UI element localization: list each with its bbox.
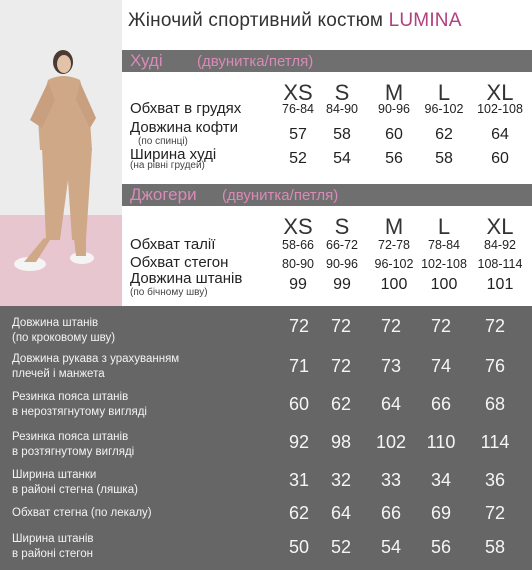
hoodie-row-note: (по спинці) xyxy=(138,136,188,147)
hoodie-size-xl: XL xyxy=(486,80,514,105)
hoodie-cell: 102-108 xyxy=(477,102,523,116)
joggers-row-label: Обхват талії xyxy=(130,236,216,253)
hoodie-cell: 56 xyxy=(385,150,403,167)
joggers-size-xl: XL xyxy=(486,214,514,239)
joggers-row-label: Обхват стегон xyxy=(130,254,229,271)
joggers-cell: 72-78 xyxy=(378,238,410,252)
joggers-section-header xyxy=(122,184,532,206)
joggers-cell: 102-108 xyxy=(421,257,467,271)
joggers-cell: 80-90 xyxy=(282,257,314,271)
extra-cell: 64 xyxy=(380,394,402,414)
extra-cell: 72 xyxy=(484,503,506,523)
extra-cell: 54 xyxy=(380,537,402,557)
hoodie-cell: 62 xyxy=(435,126,453,143)
hoodie-cell: 58 xyxy=(435,150,453,167)
joggers-size-s: S xyxy=(334,214,350,239)
page-title xyxy=(128,10,462,32)
hoodie-row-label: Ширина худі xyxy=(130,146,217,163)
extra-row-label: Обхват стегна (по лекалу) xyxy=(12,507,152,519)
joggers-size-m: M xyxy=(384,214,404,239)
hoodie-size-s: S xyxy=(334,80,350,105)
extra-cell: 33 xyxy=(380,470,402,490)
extra-cell: 62 xyxy=(288,503,310,523)
extra-cell: 72 xyxy=(430,316,452,336)
extra-cell: 66 xyxy=(430,394,452,414)
extra-cell: 72 xyxy=(484,316,506,336)
joggers-row-note: (по бічному шву) xyxy=(130,287,208,298)
hoodie-cell: 96-102 xyxy=(424,102,464,116)
extra-cell: 71 xyxy=(288,356,310,376)
joggers-cell: 100 xyxy=(430,276,458,293)
extra-cell: 31 xyxy=(288,470,310,490)
hoodie-cell: 64 xyxy=(491,126,509,143)
joggers-cell: 84-92 xyxy=(484,238,516,252)
extra-cell: 52 xyxy=(330,537,352,557)
extra-cell: 72 xyxy=(330,316,352,336)
hoodie-cell: 52 xyxy=(289,150,307,167)
joggers-cell: 96-102 xyxy=(374,257,414,271)
title-brand: LUMINA xyxy=(388,10,462,31)
joggers-cell: 58-66 xyxy=(282,238,314,252)
extra-cell: 62 xyxy=(330,394,352,414)
extra-cell: 114 xyxy=(480,432,510,452)
extra-cell: 50 xyxy=(288,537,310,557)
hoodie-row-label: Довжина кофти xyxy=(130,119,239,136)
model-figure xyxy=(0,0,122,306)
model-photo xyxy=(0,0,122,306)
joggers-size-xs: XS xyxy=(283,214,313,239)
extra-cell: 76 xyxy=(484,356,506,376)
joggers-cell: 101 xyxy=(486,276,514,293)
extra-cell: 66 xyxy=(380,503,402,523)
hoodie-cell: 60 xyxy=(491,150,509,167)
joggers-row-label: Довжина штанів xyxy=(130,270,243,287)
hoodie-size-m: M xyxy=(384,80,404,105)
extra-cell: 56 xyxy=(430,537,452,557)
title-prefix: Жіночий спортивний костюм xyxy=(128,10,384,31)
joggers-cell: 66-72 xyxy=(326,238,358,252)
extra-cell: 102 xyxy=(375,432,407,452)
extra-cell: 92 xyxy=(288,432,310,452)
hoodie-cell: 90-96 xyxy=(378,102,410,116)
extra-cell: 32 xyxy=(330,470,352,490)
hoodie-cell: 54 xyxy=(333,150,351,167)
extra-cell: 68 xyxy=(484,394,506,414)
joggers-cell: 99 xyxy=(333,276,351,293)
joggers-cell: 99 xyxy=(289,276,307,293)
joggers-cell: 100 xyxy=(380,276,408,293)
extra-cell: 60 xyxy=(288,394,310,414)
extra-cell: 72 xyxy=(330,356,352,376)
extra-row-label: Довжина штанів (по кроковому шву) xyxy=(12,317,116,344)
hoodie-row-note: (на рівні грудей) xyxy=(130,160,205,171)
hoodie-cell: 57 xyxy=(289,126,307,143)
extra-cell: 36 xyxy=(484,470,506,490)
extra-cell: 98 xyxy=(330,432,352,452)
joggers-cell: 108-114 xyxy=(477,257,523,271)
joggers-section-name: Джогери xyxy=(130,185,197,204)
extra-cell: 58 xyxy=(484,537,506,557)
joggers-size-l: L xyxy=(437,214,451,239)
extra-cell: 110 xyxy=(426,432,456,452)
extra-cell: 72 xyxy=(380,316,402,336)
extra-cell: 69 xyxy=(430,503,452,523)
extra-cell: 72 xyxy=(288,316,310,336)
extra-cell: 34 xyxy=(430,470,452,490)
hoodie-cell: 60 xyxy=(385,126,403,143)
joggers-cell: 90-96 xyxy=(326,257,358,271)
extra-measurements-panel xyxy=(0,306,532,570)
extra-row-label: Резинка пояса штанів в розтягнутому вигляді xyxy=(12,431,135,458)
hoodie-size-l: L xyxy=(437,80,451,105)
joggers-section-subtitle: (двунитка/петля) xyxy=(222,187,339,204)
extra-row-label: Довжина рукава з урахуванням плечей і манжета xyxy=(12,353,180,380)
extra-row-label: Ширина штанки в районі стегна (ляшка) xyxy=(12,469,138,496)
hoodie-row-label: Обхват в грудях xyxy=(130,100,242,117)
hoodie-size-xs: XS xyxy=(283,80,313,105)
extra-cell: 73 xyxy=(380,356,402,376)
extra-row-label: Ширина штанів в районі стегон xyxy=(12,533,94,560)
hoodie-section-name: Худі xyxy=(130,51,163,70)
hoodie-cell: 84-90 xyxy=(326,102,358,116)
hoodie-cell: 76-84 xyxy=(282,102,314,116)
joggers-cell: 78-84 xyxy=(428,238,460,252)
extra-row-label: Резинка пояса штанів в нерозтягнутому вигляді xyxy=(12,391,147,418)
hoodie-section-header xyxy=(122,50,532,72)
hoodie-cell: 58 xyxy=(333,126,351,143)
extra-cell: 64 xyxy=(330,503,352,523)
extra-cell: 74 xyxy=(430,356,452,376)
hoodie-section-subtitle: (двунитка/петля) xyxy=(197,53,314,70)
